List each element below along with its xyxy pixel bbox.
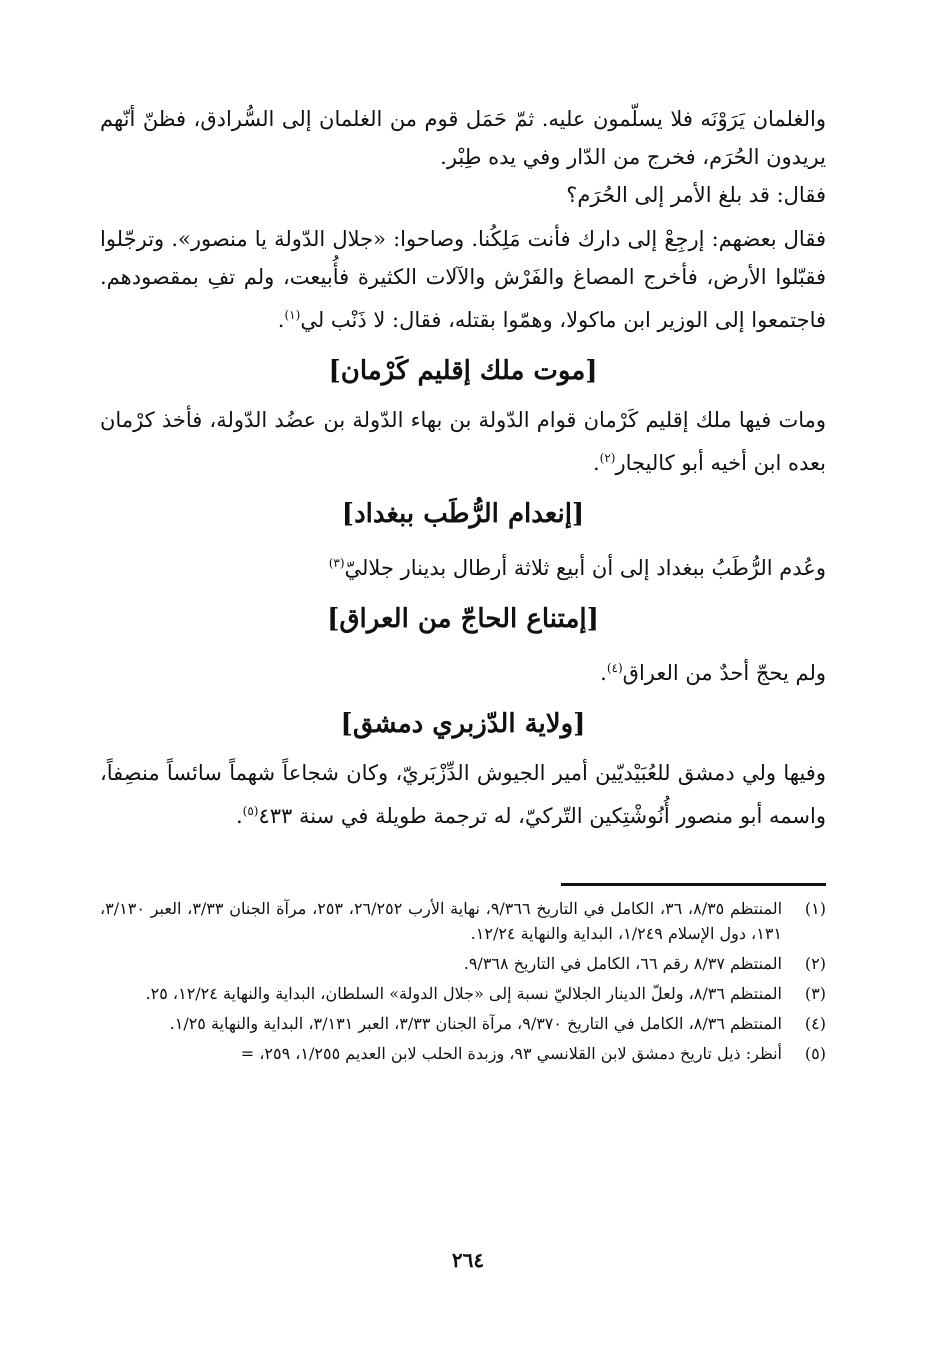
footnote-number: (٥) (804, 1044, 826, 1063)
footnote-text: أنظر: ذيل تاريخ دمشق لابن القلانسي ٩٣، وزبدة الحلب لابن العديم ١/٢٥٥، ٢٥٩، = (240, 1044, 782, 1063)
paragraph-3-text: فقال بعضهم: إرجِعْ إلى دارك فأنت مَلِكُنا. وصاحوا: «جلال الدّولة يا منصور». وترجّلوا فقبّلوا الأرض، فأخرج المصاغ والفَرْش والآلات الكثيرة فأُبيعت، ولم تفِ بمقصودهم. فاجتمعوا إلى الوزير ابن ماكولا، وهمّوا بقتله، فقال: لا ذَنْب لي (100, 227, 826, 332)
paragraph-2: فقال: قد بلغ الأمر إلى الحُرَم؟ (566, 183, 826, 207)
footnote-ref-1: (١) (284, 308, 301, 322)
footnote-ref-4: (٤) (606, 661, 623, 675)
paragraph-1: والغلمان يَرَوْنَه فلا يسلّمون عليه. ثمّ حَمَل قوم من الغلمان إلى السُّرادق، فظنّ أنّهم يريدون الحُرَم، فخرج من الدّار وفي يده طِبْر. (100, 107, 826, 169)
section-heading-dates: [إنعدام الرُّطَب ببغداد] (341, 499, 585, 529)
footnote-1 (100, 896, 826, 946)
footnote-4 (100, 1011, 826, 1036)
footnote-number: (١) (804, 899, 826, 918)
paragraph-6-text: ولم يحجّ أحدٌ من العراق (622, 661, 826, 685)
section-heading-kerman: [موت ملك إقليم كَرْمان] (328, 356, 598, 386)
footnote-3 (100, 981, 826, 1006)
paragraph-4-text: ومات فيها ملك إقليم كَرْمان قوام الدّولة بن بهاء الدّولة بن عضُد الدّولة، فأخذ كرْمان بعده ابن أخيه أبو كاليجار (100, 408, 826, 475)
paragraph-4: ومات فيها ملك إقليم كَرْمان قوام الدّولة بن بهاء الدّولة بن عضُد الدّولة، فأخذ كرْمان بعده ابن أخيه أبو كاليجار$^{(٢)}$. (100, 408, 826, 475)
footnote-text: المنتظم ٨/٣٧ رقم ٦٦، الكامل في التاريخ ٩/٣٦٨. (463, 954, 782, 973)
footnote-5 (100, 1041, 826, 1066)
paragraph-7: وفيها ولي دمشق للعُبَيْديّين أمير الجيوش الدِّزْبَريّ، وكان شجاعاً شهماً سائساً منصِفاً، واسمه أبو منصور أُنُوشْتِكين التّركيّ، له ترجمة طويلة في سنة ٤٣٣$^{(٥)}$. (100, 761, 826, 828)
section-heading-dizbari: [ولاية الدّزبري دمشق] (340, 709, 586, 739)
footnote-number: (٢) (804, 954, 826, 973)
footnote-ref-3: (٣) (328, 556, 345, 570)
page-body (100, 100, 826, 1369)
footnote-ref-5: (٥) (242, 804, 259, 818)
footnote-divider (561, 883, 826, 886)
footnote-number: (٤) (804, 1014, 826, 1033)
footnote-2 (100, 951, 826, 976)
paragraph-6: ولم يحجّ أحدٌ من العراق$^{(٤)}$. (600, 661, 826, 685)
section-heading-hajj: [إمتناع الحاجّ من العراق] (327, 604, 599, 634)
footnote-text: المنتظم ٨/٣٦، ولعلّ الدينار الجلاليّ نسبة إلى «جلال الدولة» السلطان، البداية والنهاية ١٢/٢٤، ٢٥. (145, 984, 782, 1003)
footnotes (100, 896, 826, 1066)
paragraph-7-text: وفيها ولي دمشق للعُبَيْديّين أمير الجيوش الدِّزْبَريّ، وكان شجاعاً شهماً سائساً منصِفاً، واسمه أبو منصور أُنُوشْتِكين التّركيّ، له ترجمة طويلة في سنة ٤٣٣ (100, 761, 826, 828)
paragraph-5-text: وعُدم الرُّطَبُ ببغداد إلى أن أبيع ثلاثة أرطال بدينار جلاليّ (344, 556, 826, 580)
footnote-text: المنتظم ٨/٣٥، ٣٦، الكامل في التاريخ ٩/٣٦٦، نهاية الأرب ٢٦/٢٥٢، ٢٥٣، مرآة الجنان ٣/٣٣، العبر ٣/١٣٠، ١٣١، دول الإسلام ١/٢٤٩، البداية والنهاية ١٢/٢٤. (100, 899, 783, 943)
footnote-number: (٣) (804, 984, 826, 1003)
paragraph-3: فقال بعضهم: إرجِعْ إلى دارك فأنت مَلِكُنا. وصاحوا: «جلال الدّولة يا منصور». وترجّلوا فقبّلوا الأرض، فأخرج المصاغ والفَرْش والآلات الكثيرة فأُبيعت، ولم تفِ بمقصودهم. فاجتمعوا إلى الوزير ابن ماكولا، وهمّوا بقتله، فقال: لا ذَنْب لي$^{(١)}$. (100, 227, 826, 332)
paragraph-5 (100, 544, 826, 587)
footnote-text: المنتظم ٨/٣٦، الكامل في التاريخ ٩/٣٧٠، مرآة الجنان ٣/٣٣، العبر ٣/١٣١، البداية والنهاية ١/٢٥. (169, 1014, 782, 1033)
footnote-ref-2: (٢) (599, 451, 616, 465)
page-number: ٢٦٤ (451, 1248, 485, 1272)
